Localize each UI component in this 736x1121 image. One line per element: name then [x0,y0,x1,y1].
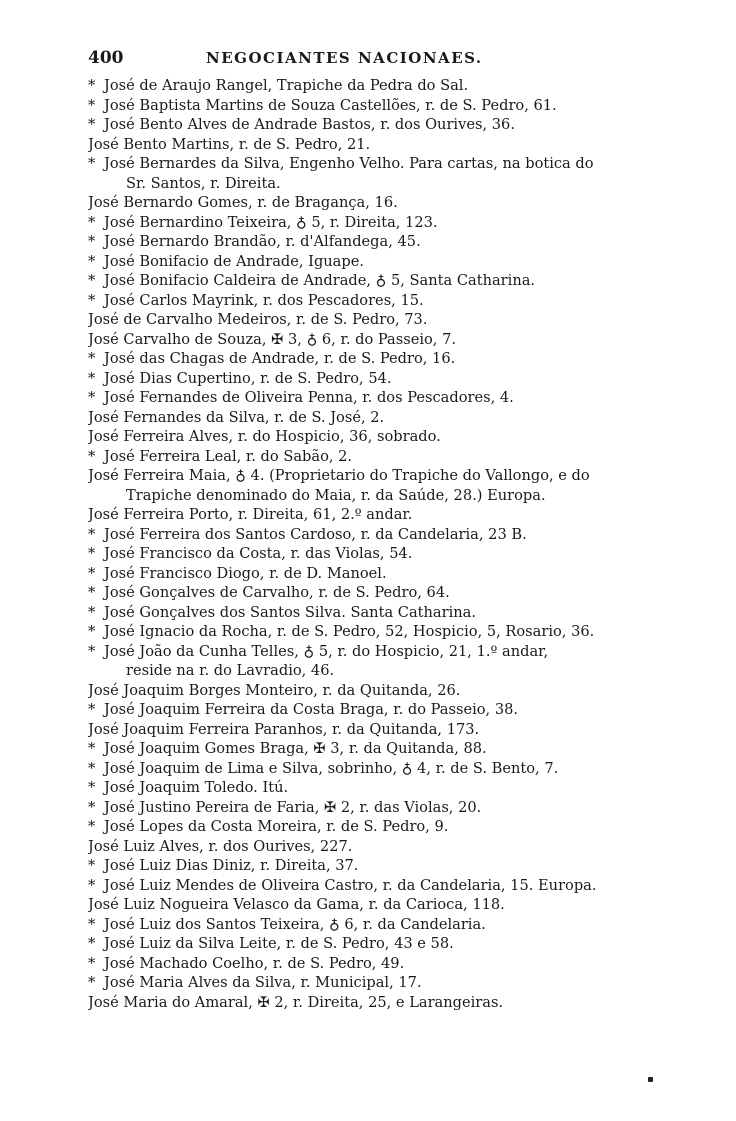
asterisk-marker: * [88,701,96,718]
entry-text: José Joaquim Ferreira da Costa Braga, r. do Passeio, 38. [104,701,519,718]
asterisk-marker: * [88,623,96,640]
list-item [88,447,676,467]
list-item-continuation [88,661,676,681]
list-item [88,505,676,525]
list-item-continuation [88,174,676,194]
entry-text: José Bonifacio de Andrade, Iguape. [104,252,365,270]
list-item [88,330,676,350]
entry-text: José Maria do Amaral, ✠ 2, r. Direita, 25, e Larangeiras. [88,993,504,1011]
list-item [88,544,676,564]
asterisk-marker: * [88,525,96,543]
list-item [88,583,676,603]
entry-text: José Bento Alves de Andrade Bastos, r. dos Ourives, 36. [104,116,515,133]
list-item [88,681,676,701]
asterisk-marker: * [88,369,96,387]
list-item [88,427,676,447]
list-item [88,876,676,896]
list-item [88,798,676,818]
asterisk-marker: * [88,740,96,757]
entry-text: José Joaquim Ferreira Paranhos, r. da Quitanda, 173. [88,720,480,738]
list-item [88,759,676,779]
running-title: NEGOCIANTES NACIONAES. [206,49,483,67]
list-item [88,603,676,623]
asterisk-marker: * [88,116,96,133]
list-item [88,388,676,408]
list-item [88,739,676,759]
list-item [88,154,676,174]
entry-text: José Bernardino Teixeira, ♁ 5, r. Direita, 123. [104,213,438,231]
asterisk-marker: * [88,954,96,972]
entry-text: José Luiz dos Santos Teixeira, ♁ 6, r. da Candelaria. [104,915,486,933]
asterisk-marker: * [88,350,96,367]
asterisk-marker: * [88,603,96,621]
entry-text: José Luiz Mendes de Oliveira Castro, r. da Candelaria, 15. Europa. [104,876,597,894]
page-number: 400 [88,48,124,68]
asterisk-marker: * [88,876,96,894]
merchant-list [88,76,676,1012]
asterisk-marker: * [88,155,96,172]
list-item [88,115,676,135]
asterisk-marker: * [88,974,96,991]
list-item [88,349,676,369]
entry-text: José Ferreira Porto, r. Direita, 61, 2.º andar. [88,506,413,523]
list-item [88,642,676,662]
list-item [88,76,676,96]
entry-text: José Luiz Nogueira Velasco da Gama, r. da Carioca, 118. [88,896,505,913]
entry-text: José Francisco da Costa, r. das Violas, 54. [104,545,413,562]
asterisk-marker: * [88,818,96,835]
entry-text: Sr. Santos, r. Direita. [126,174,281,192]
entry-text: José Fernandes de Oliveira Penna, r. dos Pescadores, 4. [104,389,514,406]
list-item [88,720,676,740]
entry-text: José Bernardes da Silva, Engenho Velho. Para cartas, na botica do [104,155,594,172]
entry-text: José Carlos Mayrink, r. dos Pescadores, 15. [104,291,424,309]
asterisk-marker: * [88,233,96,250]
asterisk-marker: * [88,779,96,796]
list-item [88,973,676,993]
list-item [88,96,676,116]
entry-text: José Machado Coelho, r. de S. Pedro, 49. [104,954,405,972]
asterisk-marker: * [88,252,96,270]
entry-text: José Fernandes da Silva, r. de S. José, 2. [88,408,385,426]
entry-text: José Gonçalves de Carvalho, r. de S. Pedro, 64. [104,584,450,601]
list-item [88,193,676,213]
entry-text: José Lopes da Costa Moreira, r. de S. Pedro, 9. [104,818,449,835]
entry-text: José Bernardo Gomes, r. de Bragança, 16. [88,194,398,211]
list-item [88,271,676,291]
entry-text: José Dias Cupertino, r. de S. Pedro, 54. [104,369,392,387]
entry-text: José Ferreira Alves, r. do Hospicio, 36, sobrado. [88,428,441,445]
list-item [88,310,676,330]
asterisk-marker: * [88,272,96,289]
asterisk-marker: * [88,584,96,601]
page-header [88,48,676,74]
entry-text: José Gonçalves dos Santos Silva. Santa Catharina. [104,603,476,621]
list-item [88,564,676,584]
list-item [88,934,676,954]
entry-text: José Joaquim Toledo. Itú. [104,779,289,796]
list-item [88,466,676,486]
entry-text: José Luiz da Silva Leite, r. de S. Pedro, 43 e 58. [104,935,454,952]
list-item [88,700,676,720]
entry-text: José Ferreira Leal, r. do Sabão, 2. [104,447,353,465]
asterisk-marker: * [88,77,96,94]
entry-text: Trapiche denominado do Maia, r. da Saúde, 28.) Europa. [126,486,546,504]
list-item [88,837,676,857]
asterisk-marker: * [88,213,96,231]
list-item [88,622,676,642]
entry-text: José Ignacio da Rocha, r. de S. Pedro, 52, Hospicio, 5, Rosario, 36. [104,623,595,640]
asterisk-marker: * [88,759,96,777]
list-item [88,895,676,915]
entry-text: José Joaquim Gomes Braga, ✠ 3, r. da Quitanda, 88. [104,740,487,757]
printer-mark [648,1077,653,1082]
asterisk-marker: * [88,798,96,816]
entry-text: José Bernardo Brandão, r. d'Alfandega, 45. [104,233,421,250]
list-item [88,291,676,311]
list-item-continuation [88,486,676,506]
asterisk-marker: * [88,935,96,952]
list-item [88,135,676,155]
list-item [88,252,676,272]
asterisk-marker: * [88,857,96,874]
list-item [88,856,676,876]
entry-text: José Baptista Martins de Souza Castellões, r. de S. Pedro, 61. [104,96,557,114]
entry-text: José de Carvalho Medeiros, r. de S. Pedro, 73. [88,311,428,328]
entry-text: José João da Cunha Telles, ♁ 5, r. do Hospicio, 21, 1.º andar, [104,642,549,660]
asterisk-marker: * [88,915,96,933]
list-item [88,369,676,389]
asterisk-marker: * [88,564,96,582]
list-item [88,915,676,935]
entry-text: José Bonifacio Caldeira de Andrade, ♁ 5, Santa Catharina. [104,272,536,289]
list-item [88,778,676,798]
entry-text: José Carvalho de Souza, ✠ 3, ♁ 6, r. do Passeio, 7. [88,330,456,348]
entry-text: José Ferreira Maia, ♁ 4. (Proprietario do Trapiche do Vallongo, e do [88,467,590,484]
entry-text: José Justino Pereira de Faria, ✠ 2, r. das Violas, 20. [104,798,482,816]
asterisk-marker: * [88,642,96,660]
asterisk-marker: * [88,96,96,114]
list-item [88,525,676,545]
list-item [88,408,676,428]
entry-text: José Bento Martins, r. de S. Pedro, 21. [88,135,371,153]
entry-text: José Joaquim de Lima e Silva, sobrinho, ♁ 4, r. de S. Bento, 7. [104,759,559,777]
entry-text: José Ferreira dos Santos Cardoso, r. da Candelaria, 23 B. [104,525,527,543]
entry-text: José de Araujo Rangel, Trapiche da Pedra do Sal. [104,77,469,94]
asterisk-marker: * [88,447,96,465]
asterisk-marker: * [88,389,96,406]
entry-text: José Luiz Alves, r. dos Ourives, 227. [88,837,353,855]
list-item [88,993,676,1013]
asterisk-marker: * [88,545,96,562]
list-item [88,232,676,252]
list-item [88,817,676,837]
entry-text: José Luiz Dias Diniz, r. Direita, 37. [104,857,359,874]
asterisk-marker: * [88,291,96,309]
entry-text: José Joaquim Borges Monteiro, r. da Quitanda, 26. [88,681,461,699]
list-item [88,954,676,974]
entry-text: José Maria Alves da Silva, r. Municipal, 17. [104,974,422,991]
entry-text: reside na r. do Lavradio, 46. [126,662,335,679]
entry-text: José Francisco Diogo, r. de D. Manoel. [104,564,387,582]
entry-text: José das Chagas de Andrade, r. de S. Pedro, 16. [104,350,456,367]
list-item [88,213,676,233]
